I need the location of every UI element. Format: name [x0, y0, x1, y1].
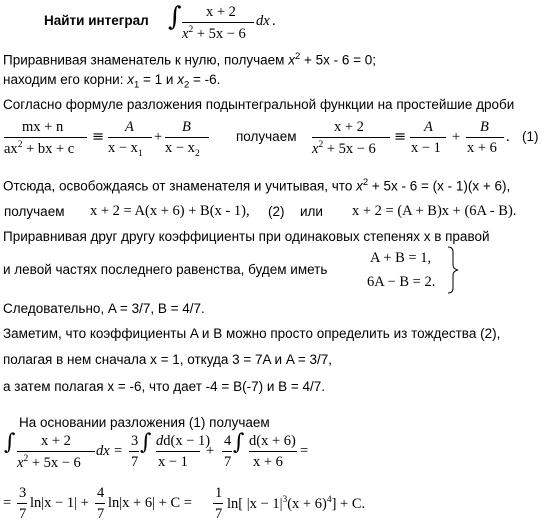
plus-sign: + [154, 129, 163, 145]
specific-fraction-bar [312, 137, 390, 138]
ln-term-3: ln[ $|x - 1|^3(x + 6)^4] + C$. [227, 495, 366, 512]
title-denominator: $x^2 + 5x - 6$ [182, 25, 246, 42]
integral-sign-2: ∫ [140, 430, 152, 455]
equals-1: = [114, 443, 123, 459]
coef-1-7-bar [213, 503, 223, 504]
frac-B-bar [165, 137, 209, 138]
integrand-numerator: x + 2 [41, 433, 71, 449]
poluchaem-label: получаем [236, 129, 297, 144]
equals-2: = [300, 443, 309, 459]
line-based-on-decomposition: На основании разложения (1) получаем [19, 415, 270, 430]
frac-B2-bar [466, 137, 504, 138]
line-left-right-parts: и левой частях последнего равенства, будем иметь [3, 262, 328, 277]
integrand-denominator: $x^2 + 5x - 6$ [17, 454, 81, 471]
diff-denominator-1: x − 1 [158, 454, 188, 470]
title-numerator: x + 2 [206, 4, 236, 20]
identity-equation: x + 2 = A(x + 6) + B(x - 1), [90, 203, 250, 219]
system-row-1: A + B = 1, [370, 250, 432, 266]
line-equate-coefficients: Приравнивая друг другу коэффициенты при одинаковых степенях x в правой [3, 229, 490, 244]
frac-A-numerator: A [125, 119, 134, 135]
ln-term-2: ln|x + 6| + C = [108, 495, 192, 511]
title-dot: . [272, 13, 276, 29]
title-integral-sign: ∫ [168, 2, 182, 32]
coef-7e: 7 [215, 506, 223, 522]
integral-sign-3: ∫ [233, 430, 245, 455]
ln-term-1: ln|x − 1| + [30, 495, 89, 511]
equation-tag-1: (1) [522, 129, 539, 144]
coef-4b-bar [95, 503, 105, 504]
poluchaem-text: получаем [4, 204, 65, 219]
formula-dot: . [506, 129, 510, 145]
frac-B2-denominator: x + 6 [467, 140, 497, 156]
integral-sign-1: ∫ [4, 430, 16, 455]
line-note: Заметим, что коэффициенты A и B можно просто определить из тождества (2), [3, 326, 501, 341]
coef-3b: 3 [19, 485, 27, 501]
diff-numerator-2: d(x + 6) [249, 433, 296, 449]
frac-A2-denominator: x − 1 [411, 140, 441, 156]
coef-7: 7 [131, 454, 139, 470]
coef-4-7-bar [222, 451, 232, 452]
line-second-substitution: а затем полагая x = -6, что дает -4 = B(-7) и B = 4/7. [3, 379, 326, 394]
equals-3: = [3, 495, 12, 511]
diff-bar-1 [156, 451, 200, 452]
plus-3: + [206, 443, 215, 459]
line-decomposition-formula: Согласно формуле разложения подынтегральной функции на простейшие дроби [3, 97, 515, 112]
frac-B2-numerator: B [480, 119, 489, 135]
line-roots: находим его корни: $x_1 = 1$ и $x_2 = -6$. [3, 72, 221, 91]
line-denominator-zero: Приравнивая знаменатель к нулю, получаем $x^2 + 5x - 6 = 0$; [3, 51, 377, 68]
line-factorization: Отсюда, освобождаясь от знаменателя и учитывая, что $x^2 + 5x - 6 = (x - 1)(x + 6)$, [3, 177, 511, 194]
diff-bar-2 [249, 451, 297, 452]
specific-numerator: x + 2 [334, 119, 364, 135]
diff-numerator-1: dd(x − 1) [156, 433, 211, 449]
line-first-substitution: полагая в нем сначала x = 1, откуда 3 = 7A и A = 3/7, [3, 352, 333, 367]
frac-A-bar [108, 137, 152, 138]
coef-3-7-bar [129, 451, 139, 452]
ili-text: или [300, 204, 323, 219]
title-dx: dx [256, 13, 270, 29]
title-fraction-bar [182, 22, 254, 23]
title-prefix: Найти интеграл [44, 13, 149, 28]
frac-B-denominator: $x - x_2$ [165, 140, 200, 159]
plus-sign-2: + [452, 129, 461, 145]
coef-4: 4 [224, 433, 232, 449]
general-numerator: mx + n [22, 119, 64, 135]
coef-3b-bar [17, 503, 27, 504]
coef-1: 1 [215, 485, 223, 501]
integrand-bar [17, 451, 95, 452]
line-consequently: Следовательно, A = 3/7, B = 4/7. [3, 301, 205, 316]
general-fraction-bar [4, 137, 87, 138]
coef-7d: 7 [97, 506, 105, 522]
equation-tag-2: (2) [268, 204, 285, 219]
diff-denominator-2: x + 6 [253, 454, 283, 470]
general-denominator: $ax^2$ + bx + c [4, 140, 75, 157]
frac-B-numerator: B [182, 119, 191, 135]
coef-7b: 7 [224, 454, 232, 470]
dx-1: dx [96, 443, 110, 459]
frac-A2-numerator: A [424, 119, 433, 135]
frac-A2-bar [410, 137, 446, 138]
expanded-equation: x + 2 = (A + B)x + (6A - B). [352, 203, 517, 219]
right-brace-icon [446, 246, 460, 294]
coef-7c: 7 [19, 506, 27, 522]
identity-sign: ≡ [92, 129, 105, 145]
specific-denominator: $x^2 + 5x - 6$ [312, 140, 376, 157]
identity-sign-2: ≡ [394, 129, 407, 145]
frac-A-denominator: $x - x_1$ [108, 140, 143, 159]
system-row-2: 6A − B = 2. [367, 274, 436, 290]
coef-3: 3 [131, 433, 139, 449]
coef-4b: 4 [97, 485, 105, 501]
